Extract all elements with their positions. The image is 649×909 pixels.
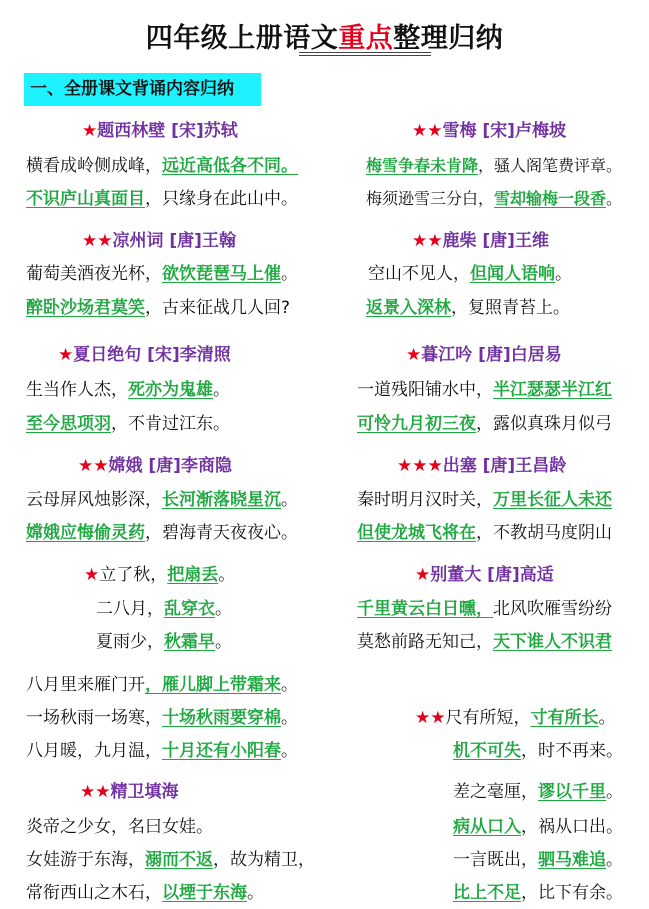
star-rating: ★ bbox=[84, 565, 100, 585]
poem-line: 不识庐山真面目，只缘身在此山中。 bbox=[26, 189, 298, 209]
star-rating: ★★ bbox=[412, 231, 443, 251]
star-rating: ★ bbox=[82, 121, 98, 141]
proverb-line: 机不可失，时不再来。 bbox=[453, 741, 623, 761]
poem-line: 梅雪争春未肯降，骚人阁笔费评章。 bbox=[366, 156, 623, 175]
poem-line: 醉卧沙场君莫笑，古来征战几人回? bbox=[26, 298, 291, 318]
poem-line: 横看成岭侧成峰，远近高低各不同。 bbox=[26, 156, 298, 176]
poem-line: 葡萄美酒夜光杯，欲饮琵琶马上催。 bbox=[26, 264, 298, 284]
star-rating: ★★ bbox=[82, 231, 113, 251]
title-highlight: 重点 bbox=[338, 23, 394, 54]
text-line: 常衔西山之木石，以堙于东海。 bbox=[26, 883, 264, 903]
proverb-line: 差之毫厘，谬以千里。 bbox=[453, 782, 623, 802]
text-title-jingweitianhai: ★★精卫填海 bbox=[80, 782, 179, 802]
star-rating: ★★ bbox=[412, 121, 443, 141]
text-line: 炎帝之少女，名曰女娃。 bbox=[26, 817, 213, 837]
poem-line: 千里黄云白日曛，北风吹雁雪纷纷 bbox=[357, 599, 612, 619]
star-rating: ★★ bbox=[78, 456, 109, 476]
poem-line: 空山不见人，但闻人语响。 bbox=[368, 264, 572, 284]
proverb-line: 八月里来雁门开，雁儿脚上带霜来。 bbox=[26, 675, 298, 695]
poem-title-mujiangyin: ★暮江吟 [唐]白居易 bbox=[406, 345, 562, 365]
poem-title-xuemei: ★★雪梅 [宋]卢梅坡 bbox=[412, 121, 566, 141]
poem-line: 梅须逊雪三分白，雪却输梅一段香。 bbox=[366, 189, 623, 208]
poem-title-change: ★★嫦娥 [唐]李商隐 bbox=[78, 456, 232, 476]
text-line: 女娃游于东海，溺而不返，故为精卫， bbox=[26, 850, 315, 870]
poem-title-chusai: ★★★出塞 [唐]王昌龄 bbox=[397, 456, 567, 476]
poem-line: 一道残阳铺水中，半江瑟瑟半江红 bbox=[357, 380, 612, 400]
proverb-line: ★★尺有所短，寸有所长。 bbox=[415, 708, 616, 728]
proverb-line: 一言既出，驷马难追。 bbox=[453, 850, 623, 870]
star-rating: ★ bbox=[58, 345, 74, 365]
title-underline bbox=[299, 52, 431, 53]
proverb-line: 比上不足，比下有余。 bbox=[453, 883, 623, 903]
section-heading: 一、全册课文背诵内容归纳 bbox=[24, 73, 261, 106]
poem-line: 嫦娥应悔偷灵药，碧海青天夜夜心。 bbox=[26, 523, 298, 543]
star-rating: ★★ bbox=[80, 782, 111, 802]
proverb-line: 一场秋雨一场寒，十场秋雨要穿棉。 bbox=[26, 708, 298, 728]
proverb-line: 夏雨少，秋霜早。 bbox=[96, 632, 232, 652]
proverb-line: 病从口入，祸从口出。 bbox=[453, 817, 623, 837]
poem-line: 云母屏风烛影深，长河渐落晓星沉。 bbox=[26, 490, 298, 510]
poem-title-xiarijueju: ★夏日绝句 [宋]李清照 bbox=[58, 345, 231, 365]
poem-title-luchai: ★★鹿柴 [唐]王维 bbox=[412, 231, 549, 251]
star-rating: ★★★ bbox=[397, 456, 443, 476]
poem-line: 生当作人杰，死亦为鬼雄。 bbox=[26, 380, 230, 400]
poem-line: 莫愁前路无知己，天下谁人不识君 bbox=[357, 632, 612, 652]
poem-title-biedongda: ★别董大 [唐]高适 bbox=[415, 565, 554, 585]
poem-line: 但使龙城飞将在，不教胡马度阴山 bbox=[357, 523, 612, 543]
star-rating: ★★ bbox=[415, 708, 446, 728]
star-rating: ★ bbox=[406, 345, 422, 365]
poem-line: 至今思项羽，不肯过江东。 bbox=[26, 414, 230, 434]
proverb-title-liqiu: ★立了秋，把扇丢。 bbox=[84, 565, 236, 585]
poem-line: 可怜九月初三夜，露似真珠月似弓 bbox=[357, 414, 612, 434]
page-title: 四年级上册语文重点整理归纳 bbox=[145, 23, 504, 54]
poem-line: 秦时明月汉时关，万里长征人未还 bbox=[357, 490, 612, 510]
proverb-line: 八月暖，九月温，十月还有小阳春。 bbox=[26, 741, 298, 761]
poem-title-tixilinbi: ★题西林壁 [宋]苏轼 bbox=[82, 121, 238, 141]
title-underline bbox=[299, 55, 431, 56]
star-rating: ★ bbox=[415, 565, 431, 585]
poem-title-liangzhouci: ★★凉州词 [唐]王翰 bbox=[82, 231, 236, 251]
poem-line: 返景入深林，复照青苔上。 bbox=[366, 298, 570, 318]
proverb-line: 二八月，乱穿衣。 bbox=[96, 599, 232, 619]
